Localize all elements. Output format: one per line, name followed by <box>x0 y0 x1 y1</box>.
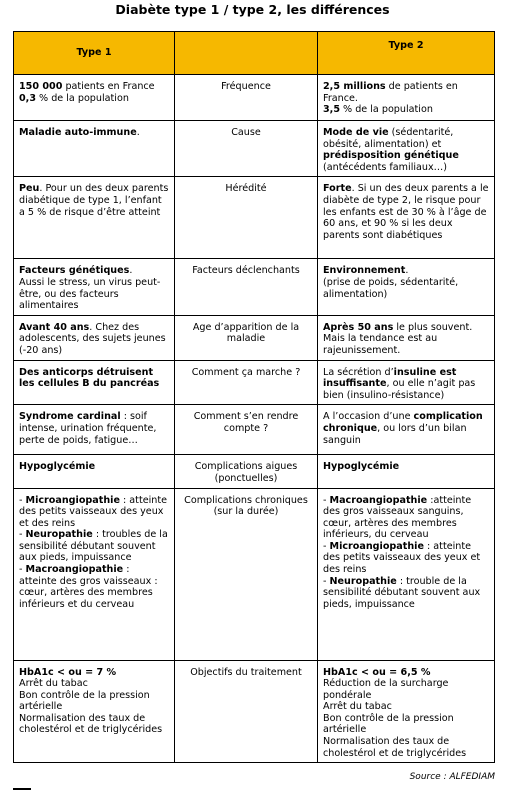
cell-text: : troubles de la sensibilité débutant souvent aux pieds, impuissance <box>19 529 168 564</box>
cell-text: % de la population <box>36 92 129 104</box>
bold-text: Microangiopathie <box>329 540 424 552</box>
cell-type2 <box>318 259 495 315</box>
bold-text: complication chronique <box>323 411 483 434</box>
cell-text: Normalisation des taux de cholestérol et de triglycérides <box>19 712 163 736</box>
cell-criterion: Facteurs déclenchants <box>175 259 318 315</box>
cell-text: Normalisation des taux de cholestérol et de triglycérides <box>323 736 467 759</box>
cell-type1 <box>14 121 175 177</box>
table-header-row <box>14 32 495 75</box>
bold-text: 150 000 <box>19 81 63 92</box>
cell-type1 <box>14 177 175 259</box>
bold-text: Neuropathie <box>25 529 93 541</box>
cell-criterion: Comment ça marche ? <box>175 360 318 405</box>
cell-type2 <box>318 405 495 455</box>
cell-text: % de la population <box>340 104 433 116</box>
cell-criterion: Complications chroniques (sur la durée) <box>175 488 318 660</box>
bold-text: Facteurs génétiques <box>19 265 130 277</box>
header-middle <box>175 32 318 75</box>
table-row <box>14 660 495 763</box>
cell-type2 <box>318 177 495 259</box>
cell-text: . Chez des adolescents, des sujets jeunes (-20 ans) <box>19 321 166 356</box>
table-row <box>14 488 495 660</box>
comparison-table <box>13 31 495 763</box>
cell-type2 <box>318 315 495 360</box>
cell-criterion: Cause <box>175 121 318 177</box>
table-row <box>14 405 495 455</box>
source-credit: Source : ALFEDIAM <box>409 772 495 782</box>
bold-text: Microangiopathie <box>25 494 120 506</box>
bold-text: Après 50 ans <box>323 321 394 333</box>
cell-text: - <box>323 575 330 587</box>
cell-type2 <box>318 488 495 660</box>
footer-dash <box>13 788 31 790</box>
cell-text: Bon contrôle de la pression artérielle <box>323 712 454 736</box>
cell-text: , ou elle n’agit pas bien (insulino-résistance) <box>323 378 476 401</box>
header-type1: Type 1 <box>14 32 175 75</box>
bold-text: Mode de vie <box>323 127 389 138</box>
cell-text: (antécédents familiaux…) <box>323 161 447 173</box>
cell-text: : atteinte des gros vaisseaux : cœur, artères des membres inférieurs et du cerveau <box>19 564 158 610</box>
cell-text: : atteinte des petits vaisseaux des yeux et des reins <box>323 540 481 576</box>
cell-type1 <box>14 360 175 405</box>
cell-text: Arrêt du tabac <box>19 678 88 690</box>
bold-text: Peu <box>19 183 40 195</box>
bold-text: HbA1c < ou = 7 % <box>19 666 117 678</box>
cell-text: : soif intense, urination fréquente, perte de poids, fatigue… <box>19 411 157 446</box>
cell-type2 <box>318 455 495 488</box>
cell-text: patients en France <box>62 81 155 92</box>
cell-text: . Pour un des deux parents diabétique de type 1, l’enfant a 5 % de risque d’être atteint <box>19 183 169 218</box>
bold-text: 0,3 <box>19 92 36 104</box>
cell-criterion: Age d’apparition de la maladie <box>175 315 318 360</box>
cell-text: A l’occasion d’une <box>323 411 414 423</box>
cell-criterion: Comment s’en rendre compte ? <box>175 405 318 455</box>
bold-text: Neuropathie <box>329 575 397 587</box>
cell-text: (prise de poids, sédentarité, alimentation) <box>323 276 459 300</box>
bold-text: Environnement <box>323 265 406 277</box>
bold-text: 3,5 <box>323 104 340 116</box>
cell-text: Bon contrôle de la pression artérielle <box>19 689 150 713</box>
bold-text: insuline est insuffisante <box>323 366 457 390</box>
table-row <box>14 455 495 488</box>
cell-text: :atteinte des gros vaisseaux sanguins, cœur, artères des membres inférieurs, du cerveau <box>323 494 472 541</box>
cell-criterion: Fréquence <box>175 75 318 121</box>
cell-text: - <box>19 494 26 506</box>
cell-text: . <box>129 265 133 277</box>
cell-criterion: Objectifs du traitement <box>175 660 318 763</box>
cell-type1 <box>14 455 175 488</box>
bold-text: Des anticorps détruisent les cellules B du pancréas <box>19 366 160 390</box>
cell-type2 <box>318 75 495 121</box>
table-row <box>14 315 495 360</box>
cell-text: Arrêt du tabac <box>323 701 392 713</box>
cell-type2 <box>318 121 495 177</box>
header-type2: Type 2 <box>318 32 495 75</box>
cell-type1 <box>14 488 175 660</box>
table-row <box>14 177 495 259</box>
bold-text: Hypoglycémie <box>19 461 96 473</box>
cell-type1 <box>14 75 175 121</box>
cell-text: , ou lors d’un bilan sanguin <box>323 422 467 446</box>
cell-text: Aussi le stress, un virus peut-être, ou des facteurs alimentaires <box>19 276 161 312</box>
bold-text: Hypoglycémie <box>323 461 400 473</box>
cell-text: - <box>323 540 330 552</box>
cell-text: de patients en France. <box>323 81 458 104</box>
bold-text: HbA1c < ou = 6,5 % <box>323 666 431 678</box>
cell-text: : atteinte des petits vaisseaux des yeux et des reins <box>19 494 168 529</box>
page-title: Diabète type 1 / type 2, les différences <box>115 2 390 17</box>
cell-text: : trouble de la sensibilité débutant souvent aux pieds, impuissance <box>323 575 481 610</box>
cell-text: - <box>19 564 26 576</box>
cell-type2 <box>318 360 495 405</box>
table-row <box>14 75 495 121</box>
cell-text: . <box>136 127 140 138</box>
bold-text: Macroangiopathie <box>329 494 428 506</box>
bold-text: Maladie auto-immune <box>19 127 137 138</box>
cell-type1 <box>14 660 175 763</box>
bold-text: prédisposition génétique <box>323 150 459 162</box>
cell-criterion: Hérédité <box>175 177 318 259</box>
bold-text: 2,5 millions <box>323 81 386 92</box>
cell-text: (sédentarité, obésité, alimentation) et <box>323 127 454 150</box>
cell-type1 <box>14 405 175 455</box>
bold-text: Avant 40 ans <box>19 321 90 333</box>
table-row <box>14 360 495 405</box>
cell-text: Réduction de la surcharge pondérale <box>323 678 449 701</box>
bold-text: Macroangiopathie <box>25 564 124 576</box>
cell-type1 <box>14 259 175 315</box>
bold-text: Forte <box>323 183 352 195</box>
cell-type1 <box>14 315 175 360</box>
cell-type2 <box>318 660 495 763</box>
cell-text: La sécrétion d’ <box>323 366 394 378</box>
bold-text: Syndrome cardinal <box>19 411 121 423</box>
cell-text: - <box>19 529 26 541</box>
cell-text: le plus souvent. Mais la tendance est au rajeunissement. <box>323 321 473 356</box>
cell-text: . <box>405 265 409 277</box>
cell-text: - <box>323 494 330 506</box>
cell-text: . Si un des deux parents a le diabète de type 2, le risque pour les enfants est de 30 % à l’âge de 60 ans, et 90 % si les deux parents sont diabétiques <box>323 183 489 241</box>
cell-criterion: Complications aigues (ponctuelles) <box>175 455 318 488</box>
table-row <box>14 121 495 177</box>
table-row <box>14 259 495 315</box>
